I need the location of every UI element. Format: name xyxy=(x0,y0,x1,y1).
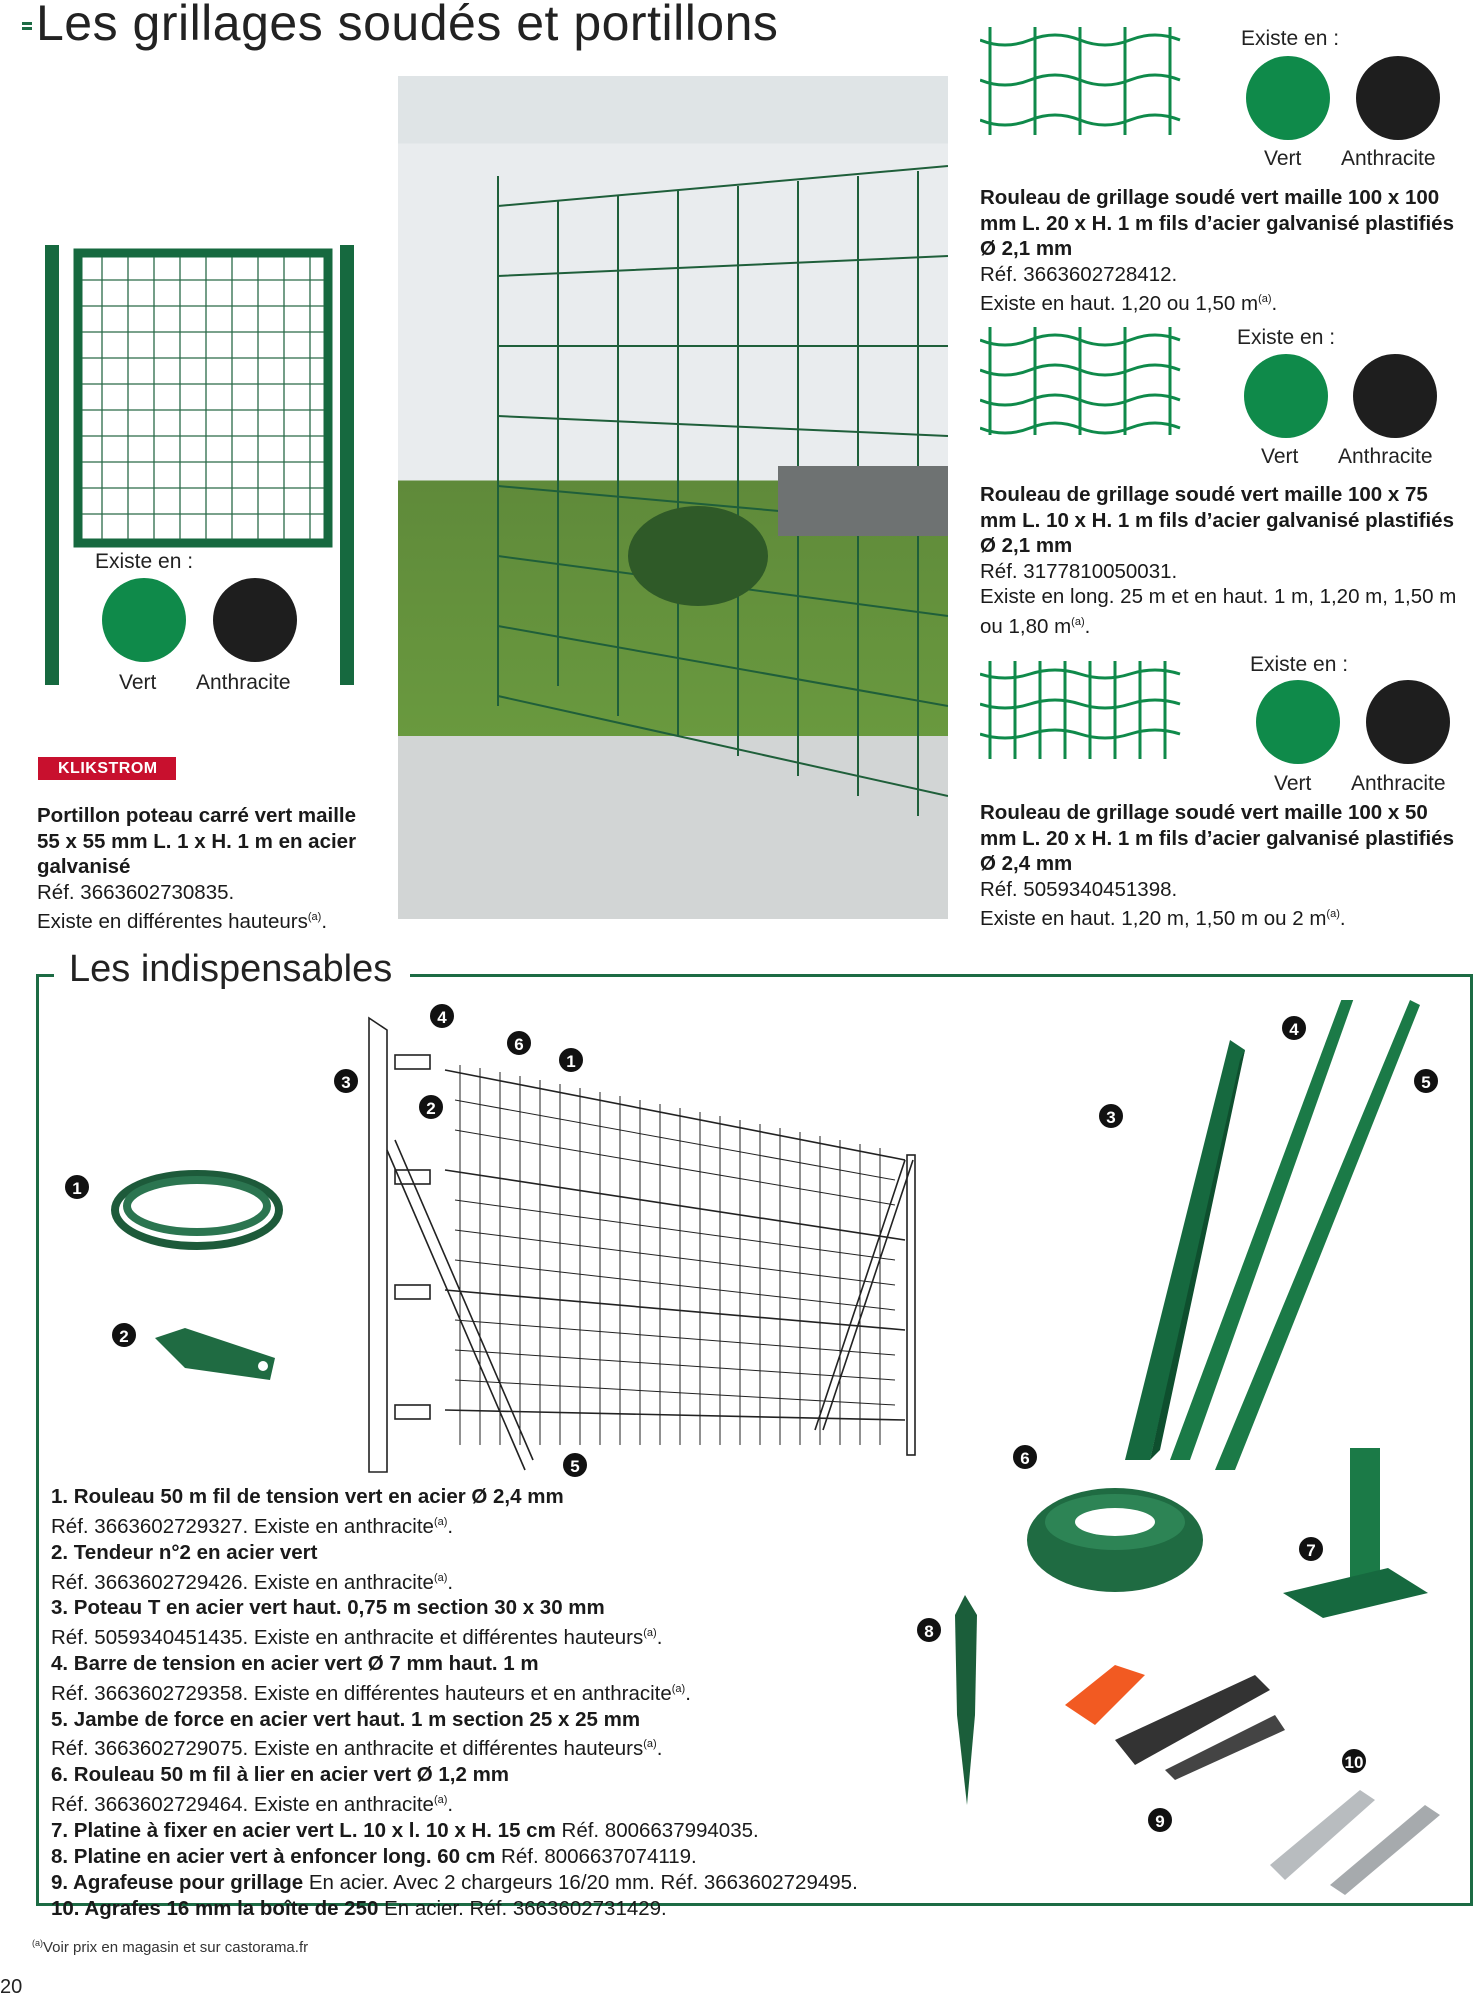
color-label-vert: Vert xyxy=(119,671,157,694)
item-ref: Réf. 3663602729426. Existe en anthracite xyxy=(51,1570,434,1594)
diagram-badge-5: 5 xyxy=(561,1451,589,1479)
item-ref: Réf. 3663602729075. Existe en anthracite et différentes hauteurs xyxy=(51,1737,644,1761)
item-title: 5. Jambe de force en acier vert haut. 1 m section 25 x 25 mm xyxy=(51,1707,641,1731)
product-name: Portillon poteau carré vert maille 55 x 55 mm L. 1 x H. 1 m en acier galvanisé xyxy=(37,804,357,878)
fence-diagram xyxy=(365,1010,925,1480)
item-title: 6. Rouleau 50 m fil à lier en acier vert Ø 1,2 mm xyxy=(51,1763,510,1787)
product-note: Existe en long. 25 m et en haut. 1 m, 1,20 m, 1,50 m ou 1,80 m xyxy=(980,585,1457,638)
item-ref: Réf. 5059340451435. Existe en anthracite et différentes hauteurs xyxy=(51,1626,644,1650)
posts-image xyxy=(1050,1000,1477,1480)
product-name: Rouleau de grillage soudé vert maille 100 x 75 mm L. 10 x H. 1 m fils d’acier galvanisé plastifiés Ø 2,1 mm xyxy=(980,483,1454,557)
punct: . xyxy=(1339,906,1346,930)
item-title: 4. Barre de tension en acier vert Ø 7 mm haut. 1 m xyxy=(51,1651,539,1675)
footnote-ref: (a) xyxy=(1071,615,1085,628)
color-swatch-anthracite xyxy=(1356,56,1440,140)
page-title: Les grillages soudés et portillons xyxy=(36,0,779,51)
color-label-anthracite: Anthracite xyxy=(196,671,291,694)
badge-6: 6 xyxy=(1011,1443,1039,1471)
color-swatch-anthracite xyxy=(213,578,297,662)
footnote-ref: (a) xyxy=(643,1627,657,1640)
item-title: 8. Platine en acier vert à enfoncer long. 60 cm xyxy=(51,1844,496,1868)
footnote-ref: (a) xyxy=(307,911,322,923)
list-item xyxy=(51,1818,971,1844)
badge-5: 5 xyxy=(1412,1067,1440,1095)
product-name: Rouleau de grillage soudé vert maille 100 x 100 mm L. 20 x H. 1 m fils d’acier galvanisé plastifiés Ø 2,1 mm xyxy=(980,186,1454,260)
title-marker xyxy=(22,22,32,30)
binding-wire-roll-image xyxy=(1020,1470,1210,1600)
color-swatch-vert xyxy=(1256,680,1340,764)
footnote-ref: (a) xyxy=(671,1682,686,1695)
product-ref: Réf. 3663602730835. xyxy=(37,880,235,904)
item-ref: Réf. 8006637994035. xyxy=(555,1818,759,1842)
punct: . xyxy=(321,909,328,933)
product-3-description xyxy=(980,800,1460,931)
mesh-100x75-icon xyxy=(980,322,1192,440)
product-1-description xyxy=(980,185,1460,316)
list-item xyxy=(51,1896,971,1922)
color-swatch-vert xyxy=(1246,56,1330,140)
fence-photo xyxy=(398,76,948,919)
badge-9: 9 xyxy=(1146,1806,1174,1834)
diagram-badge-3: 3 xyxy=(332,1067,360,1095)
item-title: 9. Agrafeuse pour grillage xyxy=(51,1870,304,1894)
list-item: 6. Rouleau 50 m fil à lier en acier vert Ø 1,2 mm Réf. 3663602729464. Existe en anthracite$^{(a)}$. xyxy=(51,1763,510,1816)
product-note: Existe en haut. 1,20 m, 1,50 m ou 2 m xyxy=(980,906,1327,930)
product-ref: Réf. 3663602728412. xyxy=(980,262,1178,286)
color-swatch-vert xyxy=(1244,354,1328,438)
color-swatch-vert xyxy=(102,578,186,662)
badge-7: 7 xyxy=(1297,1535,1325,1563)
exist-label-3: Existe en : xyxy=(1250,653,1349,676)
item-title: 3. Poteau T en acier vert haut. 0,75 m section 30 x 30 mm xyxy=(51,1596,605,1620)
item-ref: En acier. Réf. 3663602731429. xyxy=(378,1896,667,1920)
gate-image xyxy=(40,240,365,690)
tension-wire-roll-image xyxy=(105,1160,290,1260)
badge-2: 2 xyxy=(110,1321,138,1349)
punct: . xyxy=(1271,291,1278,315)
badge-4: 4 xyxy=(1280,1014,1308,1042)
color-label-anthracite: Anthracite xyxy=(1338,445,1433,468)
item-ref: Réf. 3663602729464. Existe en anthracite xyxy=(51,1792,434,1816)
badge-3: 3 xyxy=(1097,1102,1125,1130)
footnote xyxy=(32,1938,308,1956)
footnote-ref: (a) xyxy=(1258,293,1272,305)
color-swatch-anthracite xyxy=(1366,680,1450,764)
badge-10: 10 xyxy=(1340,1747,1368,1775)
color-label-anthracite: Anthracite xyxy=(1351,772,1446,795)
list-item xyxy=(51,1870,971,1896)
footnote-ref: (a) xyxy=(433,1515,448,1528)
footnote-ref: (a) xyxy=(433,1571,448,1584)
diagram-badge-4: 4 xyxy=(428,1002,456,1030)
diagram-badge-1: 1 xyxy=(557,1046,585,1074)
exist-label-1: Existe en : xyxy=(1241,27,1340,50)
footnote-ref: (a) xyxy=(433,1794,448,1807)
footnote-marker: (a) xyxy=(32,1938,43,1948)
accessories-list xyxy=(51,1484,971,1921)
frame-top-left xyxy=(36,974,54,977)
diagram-badge-6: 6 xyxy=(505,1029,533,1057)
mesh-100x50-icon xyxy=(980,656,1192,764)
stapler-image xyxy=(1055,1655,1285,1785)
item-ref: Réf. 8006637074119. xyxy=(495,1844,697,1868)
page-number: 20 xyxy=(0,1976,23,1998)
color-label-vert: Vert xyxy=(1274,772,1312,795)
color-label-vert: Vert xyxy=(1264,147,1302,170)
list-item xyxy=(51,1844,971,1870)
list-item: 4. Barre de tension en acier vert Ø 7 mm haut. 1 m Réf. 3663602729358. Existe en différentes hauteurs et en anthracite$^{(a)}$. xyxy=(51,1651,691,1705)
product-ref: Réf. 5059340451398. xyxy=(980,877,1178,901)
product-ref: Réf. 3177810050031. xyxy=(980,559,1178,583)
badge-1: 1 xyxy=(63,1173,91,1201)
item-title: 1. Rouleau 50 m fil de tension vert en acier Ø 2,4 mm xyxy=(51,1485,564,1508)
item-title: 10. Agrafes 16 mm la boîte de 250 xyxy=(51,1896,379,1920)
item-ref: Réf. 3663602729358. Existe en différentes hauteurs et en anthracite xyxy=(51,1681,672,1705)
product-note: Existe en différentes hauteurs xyxy=(37,909,308,933)
item-ref: Réf. 3663602729327. Existe en anthracite xyxy=(51,1514,434,1538)
item-ref: En acier. Avec 2 chargeurs 16/20 mm. Réf. 3663602729495. xyxy=(303,1870,858,1894)
staples-image xyxy=(1265,1780,1455,1900)
list-item: 2. Tendeur n°2 en acier vert Réf. 3663602729426. Existe en anthracite$^{(a)}$. xyxy=(51,1540,454,1594)
gate-exist-label: Existe en : xyxy=(95,550,194,573)
item-title: 7. Platine à fixer en acier vert L. 10 x l. 10 x H. 15 cm xyxy=(51,1818,556,1842)
mesh-100x100-icon xyxy=(980,22,1192,140)
frame-top-right xyxy=(410,974,1473,977)
color-label-anthracite: Anthracite xyxy=(1341,147,1436,170)
gate-description xyxy=(37,803,377,934)
section-heading: Les indispensables xyxy=(61,948,400,991)
list-item: 1. Rouleau 50 m fil de tension vert en acier Ø 2,4 mm Réf. 3663602729327. Existe en anthracite$^{(a)}$. xyxy=(51,1485,564,1538)
product-2-description xyxy=(980,482,1460,639)
footnote-ref: (a) xyxy=(643,1738,657,1751)
exist-label-2: Existe en : xyxy=(1237,326,1336,349)
list-item: 3. Poteau T en acier vert haut. 0,75 m section 30 x 30 mm Réf. 5059340451435. Existe en anthracite et différentes hauteurs$^{(a)}$. xyxy=(51,1596,663,1650)
list-item: 5. Jambe de force en acier vert haut. 1 m section 25 x 25 mm Réf. 3663602729075. Existe en anthracite et différentes hauteurs$^{(a)}$. xyxy=(51,1707,663,1761)
footnote-text: Voir prix en magasin et sur castorama.fr xyxy=(43,1939,309,1956)
punct: . xyxy=(1084,614,1091,638)
footnote-ref: (a) xyxy=(1326,908,1340,920)
brand-logo: KLIKSTROM xyxy=(38,757,176,780)
tensioner-image xyxy=(145,1318,285,1393)
product-name: Rouleau de grillage soudé vert maille 100 x 50 mm L. 20 x H. 1 m fils d’acier galvanisé plastifiés Ø 2,4 mm xyxy=(980,801,1454,875)
color-label-vert: Vert xyxy=(1261,445,1299,468)
diagram-badge-2: 2 xyxy=(417,1093,445,1121)
color-swatch-anthracite xyxy=(1353,354,1437,438)
badge-8: 8 xyxy=(915,1616,943,1644)
item-title: 2. Tendeur n°2 en acier vert xyxy=(51,1540,318,1564)
product-note: Existe en haut. 1,20 ou 1,50 m xyxy=(980,291,1259,315)
